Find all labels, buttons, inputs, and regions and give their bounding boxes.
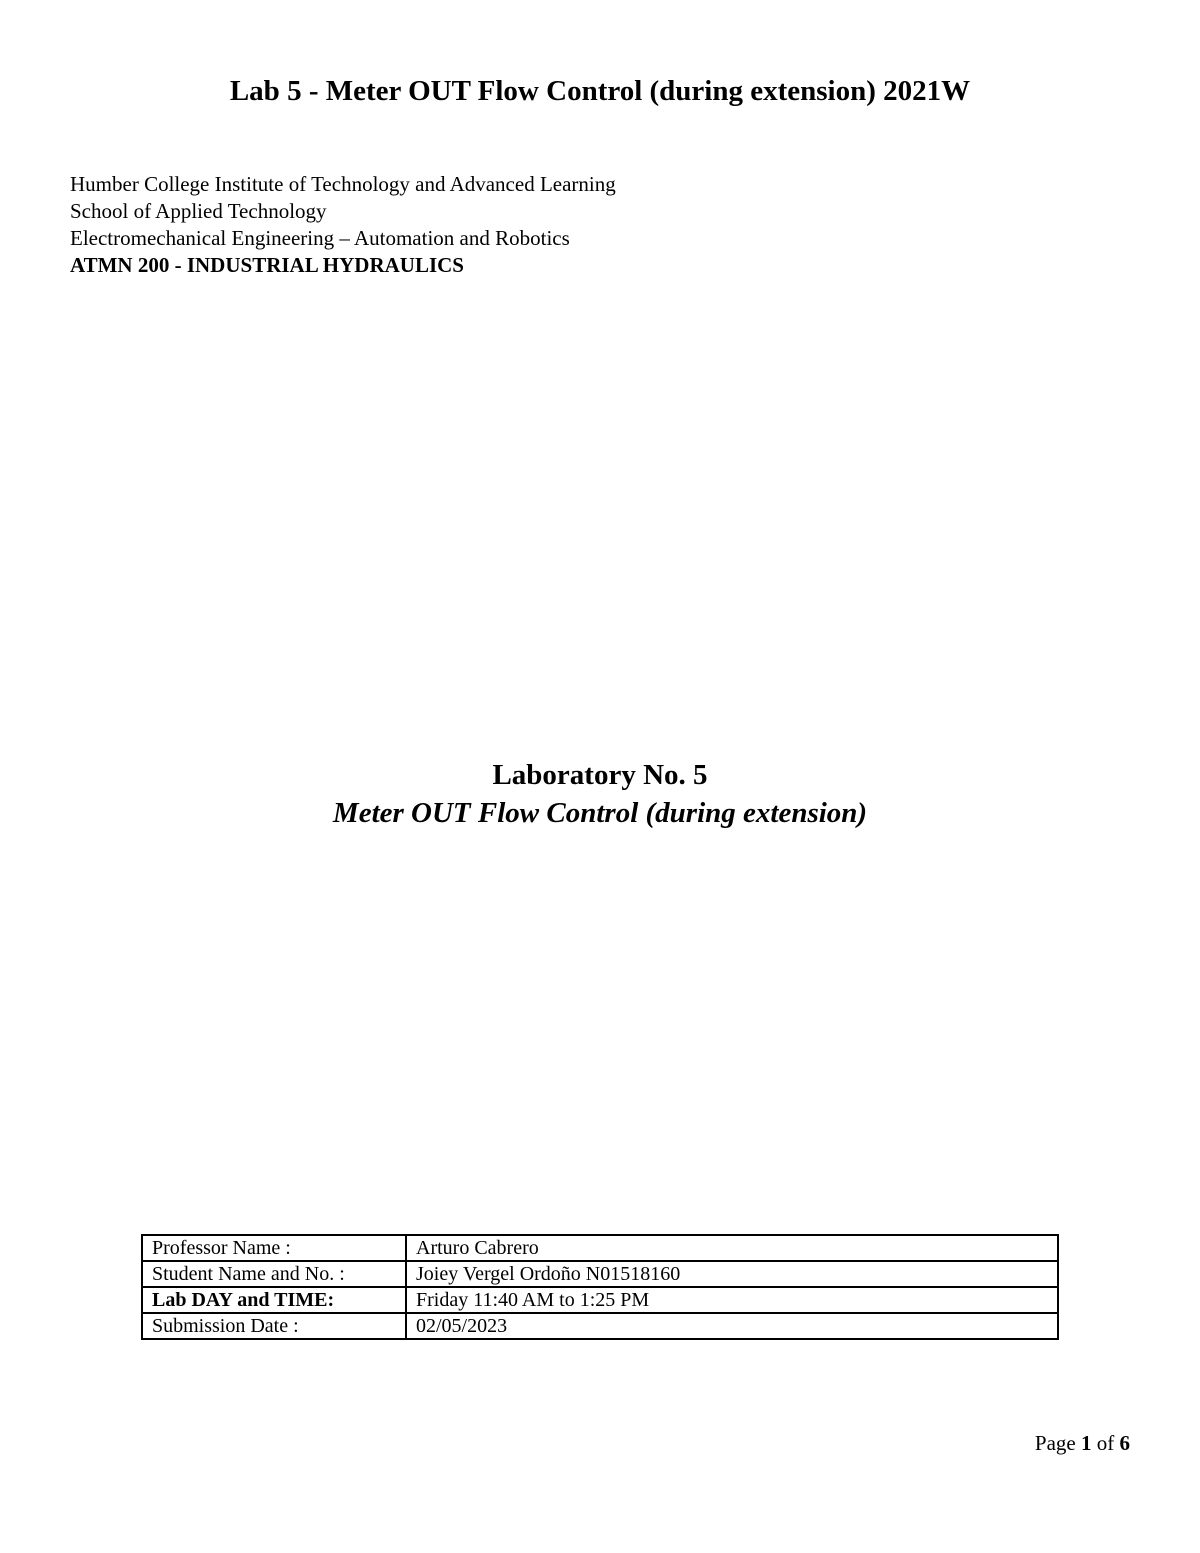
page-word: Page	[1034, 1431, 1076, 1455]
professor-label: Professor Name :	[142, 1235, 406, 1261]
document-title: Lab 5 - Meter OUT Flow Control (during extension) 2021W	[229, 75, 971, 107]
current-page: 1	[1081, 1431, 1092, 1455]
program-name: Electromechanical Engineering – Automation and Robotics	[70, 226, 570, 250]
lab-subtitle: Meter OUT Flow Control (during extension)	[332, 797, 868, 829]
table-row	[142, 1235, 1058, 1261]
lab-number: Laboratory No. 5	[492, 759, 708, 791]
submission-date-label: Submission Date :	[142, 1313, 406, 1339]
professor-value: Arturo Cabrero	[406, 1235, 1058, 1261]
submission-info-table	[141, 1234, 1059, 1340]
page-number	[1035, 1430, 1130, 1457]
of-word: of	[1096, 1431, 1115, 1455]
lab-day-time-label: Lab DAY and TIME:	[142, 1287, 406, 1313]
school-name: School of Applied Technology	[70, 199, 327, 223]
submission-date-value: 02/05/2023	[406, 1313, 1058, 1339]
institution-name: Humber College Institute of Technology and Advanced Learning	[70, 172, 616, 196]
table-row	[142, 1313, 1058, 1339]
course-name: ATMN 200 - INDUSTRIAL HYDRAULICS	[70, 253, 464, 277]
lab-heading	[0, 756, 1200, 832]
student-value: Joiey Vergel Ordoño N01518160	[406, 1261, 1058, 1287]
table-row	[142, 1261, 1058, 1287]
total-pages: 6	[1119, 1431, 1130, 1455]
lab-day-time-value: Friday 11:40 AM to 1:25 PM	[406, 1287, 1058, 1313]
table-row	[142, 1287, 1058, 1313]
student-label: Student Name and No. :	[142, 1261, 406, 1287]
document-header	[70, 171, 616, 279]
